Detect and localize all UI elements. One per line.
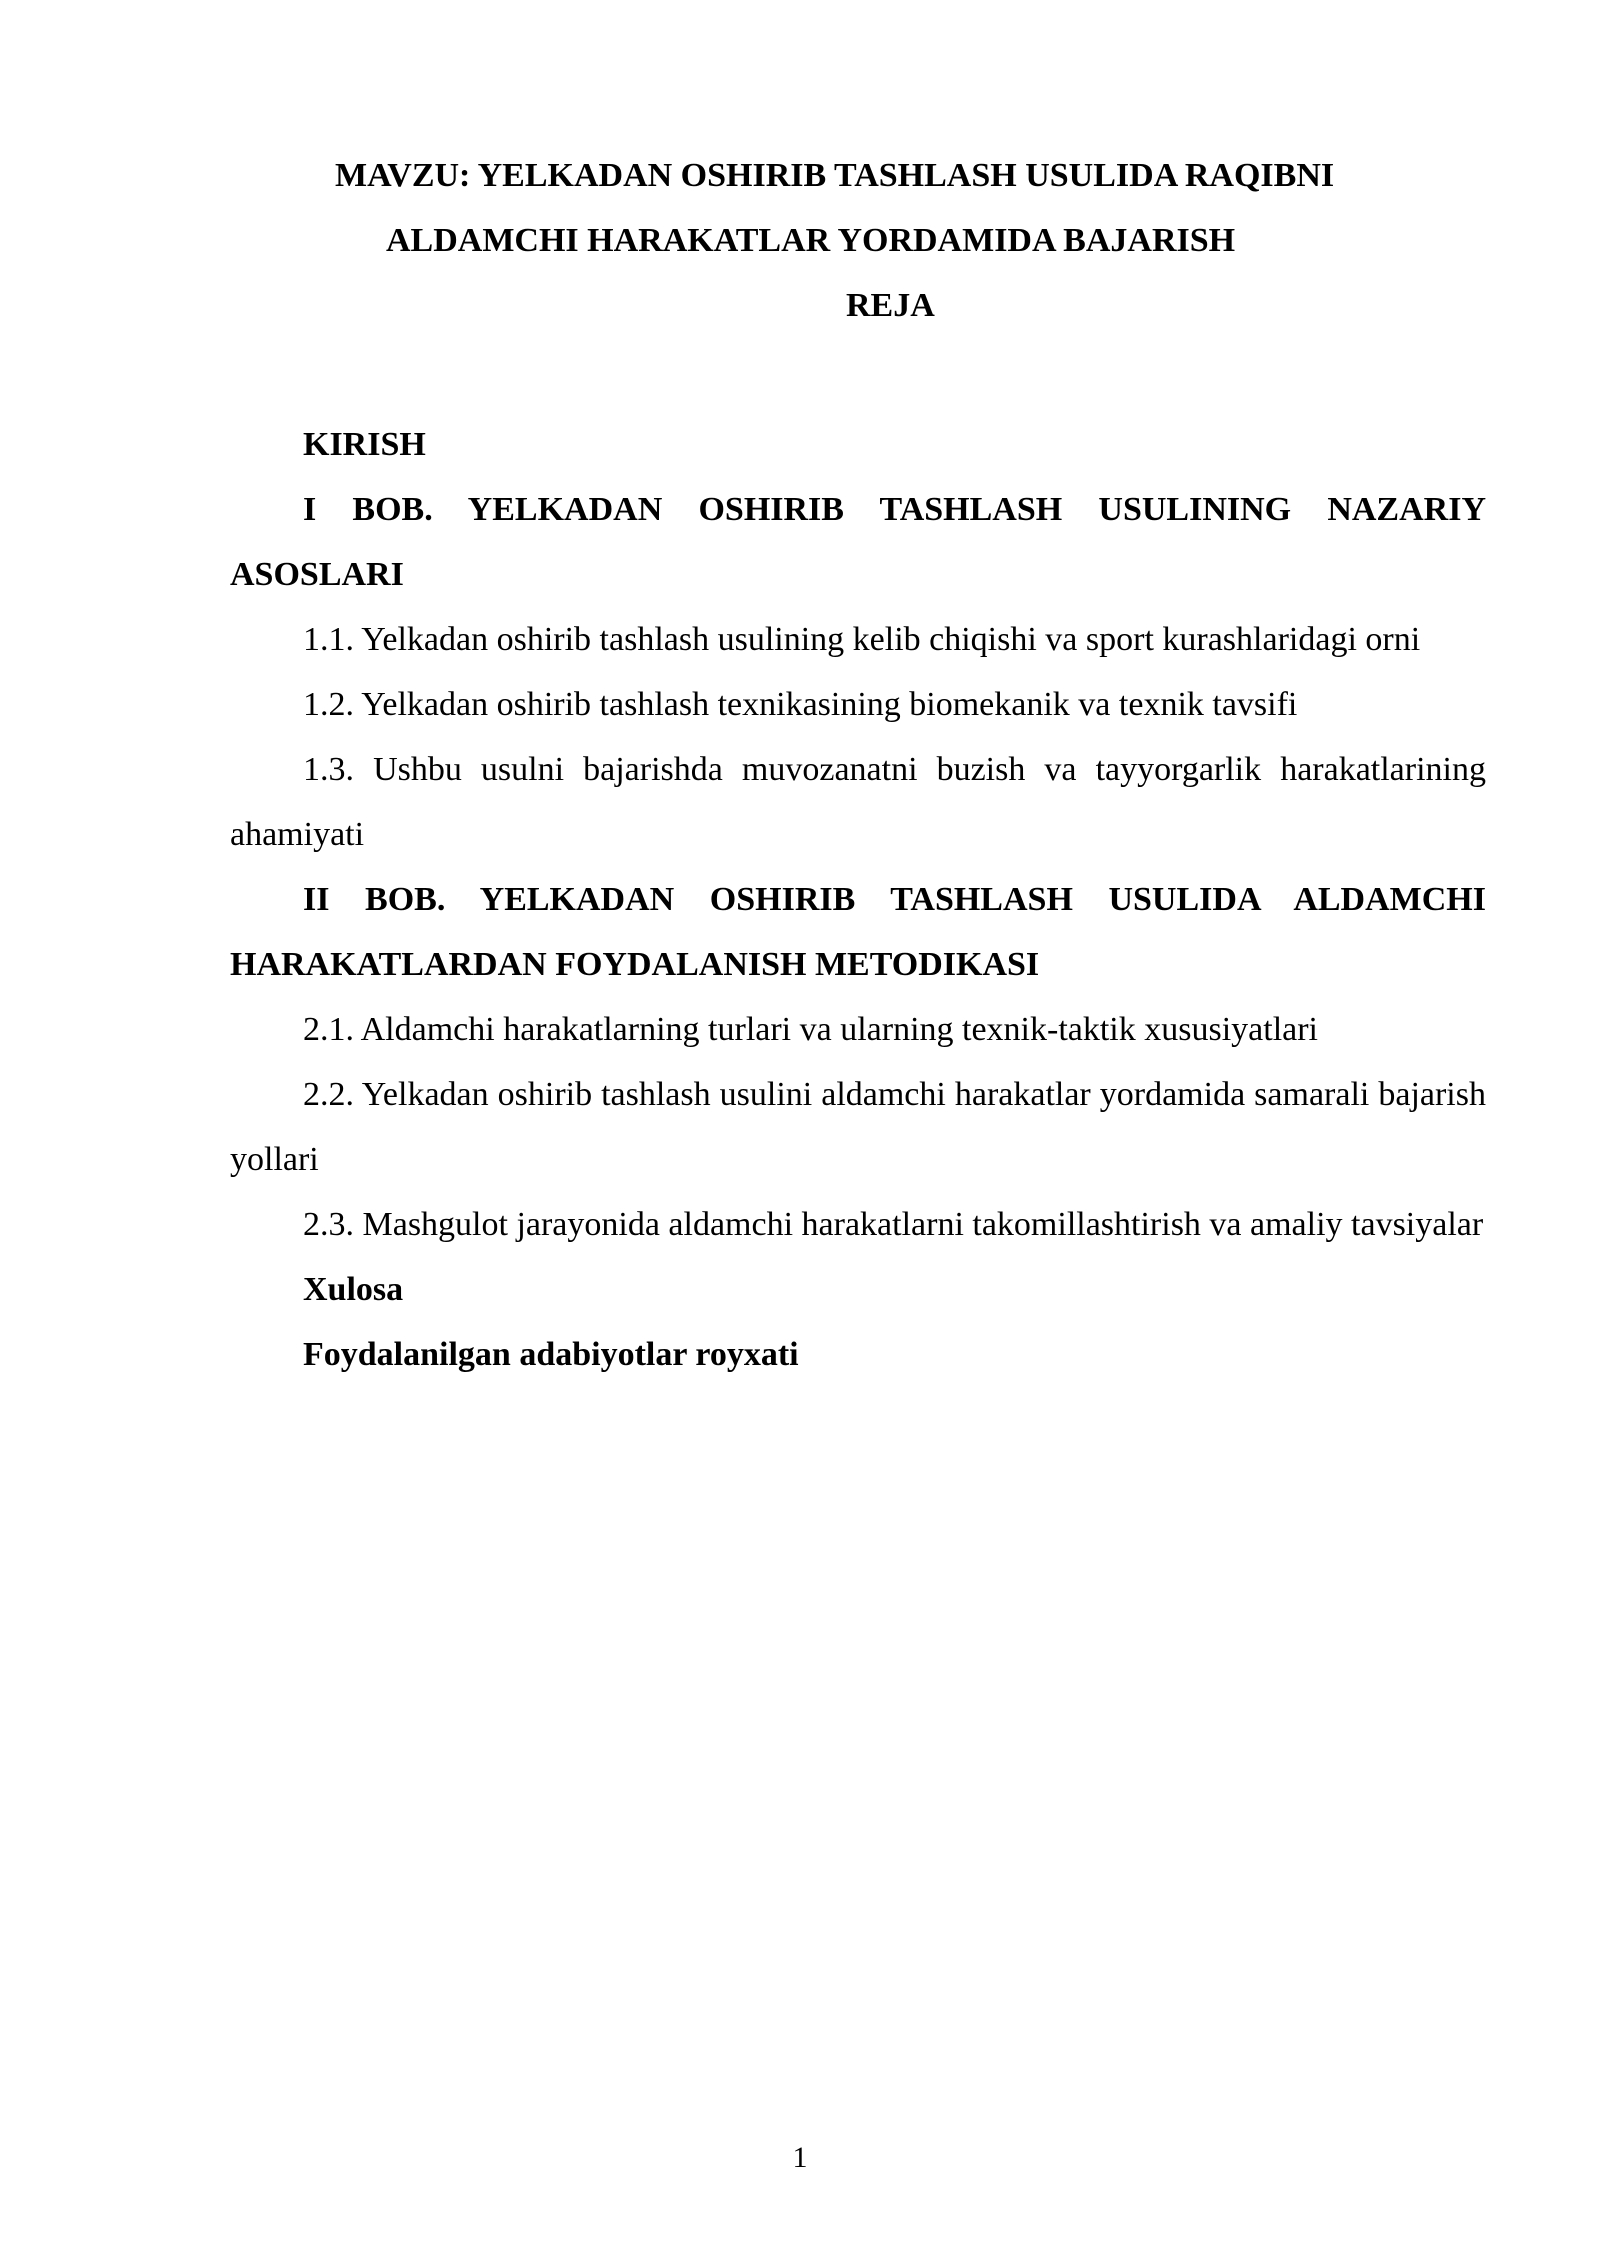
toc-chapter-1: I BOB. YELKADAN OSHIRIB TASHLASH USULINING NAZARIY ASOSLARI	[230, 491, 1486, 593]
toc-chapter-2: II BOB. YELKADAN OSHIRIB TASHLASH USULIDA ALDAMCHI HARAKATLARDAN FOYDALANISH METODIKASI	[230, 881, 1486, 983]
topic-title-line-2: ALDAMCHI HARAKATLAR YORDAMIDA BAJARISH	[386, 222, 1236, 259]
toc-section-1-3: 1.3. Ushbu usulni bajarishda muvozanatni buzish va tayyorgarlik harakatlarining ahamiyati	[230, 751, 1486, 853]
toc-references: Foydalanilgan adabiyotlar royxati	[303, 1336, 799, 1373]
toc-section-1-1: 1.1. Yelkadan oshirib tashlash usulining kelib chiqishi va sport kurashlaridagi orni	[303, 621, 1421, 658]
toc-section-2-2: 2.2. Yelkadan oshirib tashlash usulini aldamchi harakatlar yordamida samarali bajarish yollari	[230, 1076, 1486, 1178]
topic-title-line-1: MAVZU: YELKADAN OSHIRIB TASHLASH USULIDA RAQIBNI	[335, 157, 1335, 194]
page-number: 1	[792, 2141, 808, 2174]
plan-heading: REJA	[846, 287, 935, 324]
toc-conclusion: Xulosa	[303, 1271, 404, 1308]
toc-section-2-3: 2.3. Mashgulot jarayonida aldamchi harakatlarni takomillashtirish va amaliy tavsiyalar	[303, 1206, 1484, 1243]
table-of-contents	[230, 412, 1486, 1387]
toc-section-1-2: 1.2. Yelkadan oshirib tashlash texnikasining biomekanik va texnik tavsifi	[303, 686, 1298, 723]
toc-section-2-1: 2.1. Aldamchi harakatlarning turlari va ularning texnik-taktik xususiyatlari	[303, 1011, 1319, 1048]
toc-introduction: KIRISH	[303, 426, 426, 463]
